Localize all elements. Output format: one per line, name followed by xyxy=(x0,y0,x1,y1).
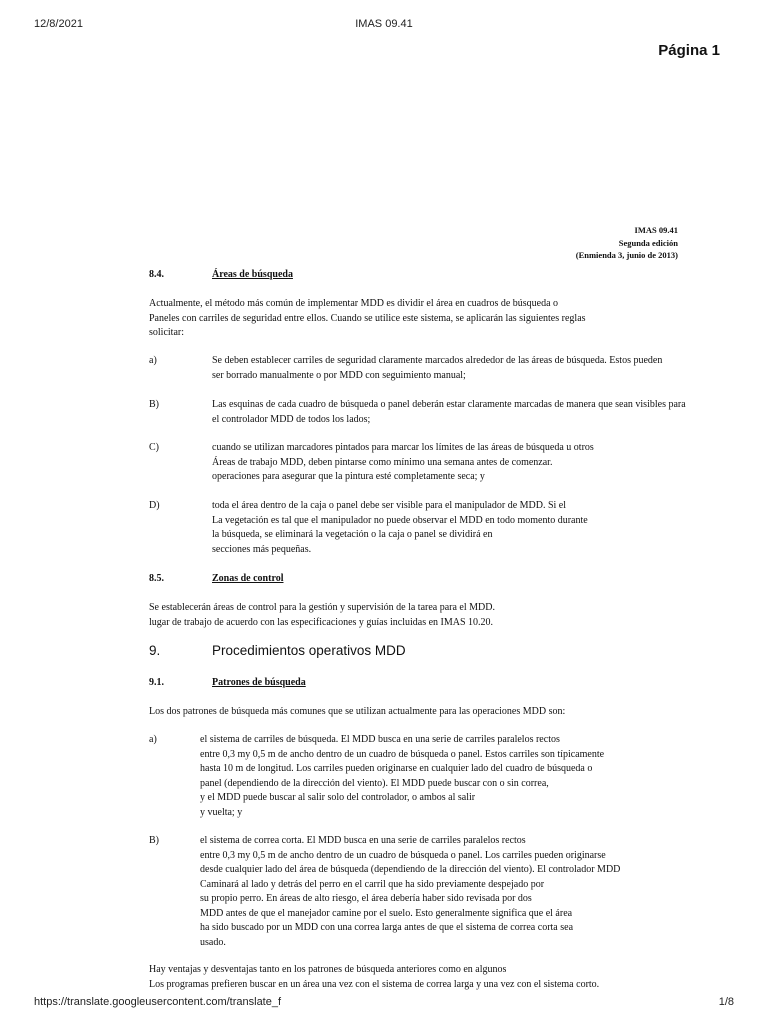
section-9-1-number: 9.1. xyxy=(149,677,164,688)
list-item-label: B) xyxy=(149,835,159,846)
list-item-line: la búsqueda, se eliminará la vegetación o la caja o panel se dividirá en xyxy=(212,529,493,540)
list-item-line: el sistema de correa corta. El MDD busca en una serie de carriles paralelos rectos xyxy=(200,835,526,846)
list-item-label: a) xyxy=(149,734,157,745)
list-item-line: Áreas de trabajo MDD, deben pintarse como mínimo una semana antes de comenzar. xyxy=(212,456,553,468)
list-item-label: C) xyxy=(149,442,159,453)
list-item-line: Las esquinas de cada cuadro de búsqueda o panel deberán estar claramente marcadas de manera que sean visibles para xyxy=(212,399,686,410)
list-item-line: el sistema de carriles de búsqueda. El MDD busca en una serie de carriles paralelos rectos xyxy=(200,734,560,745)
list-item-line: ha sido buscado por un MDD con una correa larga antes de que el sistema de correa corta sea xyxy=(200,922,574,933)
list-item-line: entre 0,3 my 0,5 m de ancho dentro de un cuadro de búsqueda o panel. Los carriles pueden originarse xyxy=(200,849,606,861)
list-item-line: MDD antes de que el manejador camine por el suelo. Esto generalmente significa que el área xyxy=(200,907,573,919)
list-item-line: cuando se utilizan marcadores pintados para marcar los límites de las áreas de búsqueda u otros xyxy=(212,442,594,453)
paragraph-line: Se establecerán áreas de control para la gestión y supervisión de la tarea para el MDD. xyxy=(149,602,495,613)
paragraph-line: lugar de trabajo de acuerdo con las especificaciones y guías incluidas en IMAS 10.20. xyxy=(149,616,494,628)
section-8-4-number: 8.4. xyxy=(149,269,164,280)
doc-amendment: (Enmienda 3, junio de 2013) xyxy=(575,250,678,260)
section-8-4-title: Áreas de búsqueda xyxy=(212,269,293,280)
print-page-count: 1/8 xyxy=(718,996,734,1008)
list-item-line: y el MDD puede buscar al salir solo del controlador, o ambos al salir xyxy=(200,792,476,803)
list-item-line: desde cualquier lado del área de búsqueda (dependiendo de la dirección del viento). El controlador MDD xyxy=(200,864,621,875)
paragraph-intro xyxy=(149,297,719,341)
list-item-line: y vuelta; y xyxy=(200,806,243,818)
page-label: Página 1 xyxy=(658,42,720,59)
list-item-line: ser borrado manualmente o por MDD con seguimiento manual; xyxy=(212,369,466,381)
list-item-line: secciones más pequeñas. xyxy=(212,543,312,555)
print-url: https://translate.googleusercontent.com/translate_f xyxy=(34,996,282,1008)
list-item-line: panel (dependiendo de la dirección del viento). El MDD puede buscar con o sin correa, xyxy=(200,777,549,789)
list-item-text xyxy=(200,834,722,950)
section-9-number: 9. xyxy=(149,643,161,658)
doc-edition: Segunda edición xyxy=(618,237,678,248)
list-item-line: La vegetación es tal que el manipulador no puede observar el MDD en todo momento durante xyxy=(212,514,588,526)
doc-meta xyxy=(576,224,678,262)
paragraph-line: Paneles con carriles de seguridad entre ellos. Cuando se utilice este sistema, se aplicarán las siguientes reglas xyxy=(149,312,586,324)
doc-id: IMAS 09.41 xyxy=(634,225,678,235)
paragraph-advantages xyxy=(149,963,719,992)
section-8-5-number: 8.5. xyxy=(149,573,164,584)
list-item-line: entre 0,3 my 0,5 m de ancho dentro de un cuadro de búsqueda o panel. Estos carriles son típicamente xyxy=(200,748,605,760)
list-item-label: D) xyxy=(149,500,160,511)
paragraph-patterns: Los dos patrones de búsqueda más comunes que se utilizan actualmente para las operaciones MDD son: xyxy=(149,706,566,717)
list-item-label: B) xyxy=(149,399,159,410)
print-title: IMAS 09.41 xyxy=(355,18,413,30)
list-item-text xyxy=(200,733,722,820)
section-9-1-title: Patrones de búsqueda xyxy=(212,677,306,688)
paragraph-line: Actualmente, el método más común de implementar MDD es dividir el área en cuadros de búsqueda o xyxy=(149,298,559,309)
list-item-line: hasta 10 m de longitud. Los carriles pueden originarse en cualquier lado del cuadro de búsqueda o xyxy=(200,763,593,774)
paragraph-line: solicitar: xyxy=(149,327,184,338)
list-item-text xyxy=(212,398,722,427)
list-item-text xyxy=(212,354,722,383)
section-9-title: Procedimientos operativos MDD xyxy=(212,643,406,658)
paragraph-line: Los programas prefieren buscar en un área una vez con el sistema de correa larga y una vez con el sistema corto. xyxy=(149,978,600,990)
list-item-text xyxy=(212,441,722,485)
paragraph-control xyxy=(149,601,719,630)
list-item-line: su propio perro. En áreas de alto riesgo, el área debería haber sido revisada por dos xyxy=(200,893,532,904)
list-item-text xyxy=(212,499,722,557)
paragraph-line: Hay ventajas y desventajas tanto en los patrones de búsqueda anteriores como en algunos xyxy=(149,964,507,975)
list-item-label: a) xyxy=(149,355,157,366)
list-item-line: el controlador MDD de todos los lados; xyxy=(212,413,371,425)
list-item-line: toda el área dentro de la caja o panel debe ser visible para el manipulador de MDD. Si el xyxy=(212,500,567,511)
list-item-line: Caminará al lado y detrás del perro en el carril que ha sido previamente despejado por xyxy=(200,878,545,890)
list-item-line: usado. xyxy=(200,936,226,948)
list-item-line: Se deben establecer carriles de seguridad claramente marcados alrededor de las áreas de búsqueda. Estos pueden xyxy=(212,355,663,366)
section-8-5-title: Zonas de control xyxy=(212,573,284,584)
list-item-line: operaciones para asegurar que la pintura esté completamente seca; y xyxy=(212,471,485,482)
print-date: 12/8/2021 xyxy=(34,18,83,30)
